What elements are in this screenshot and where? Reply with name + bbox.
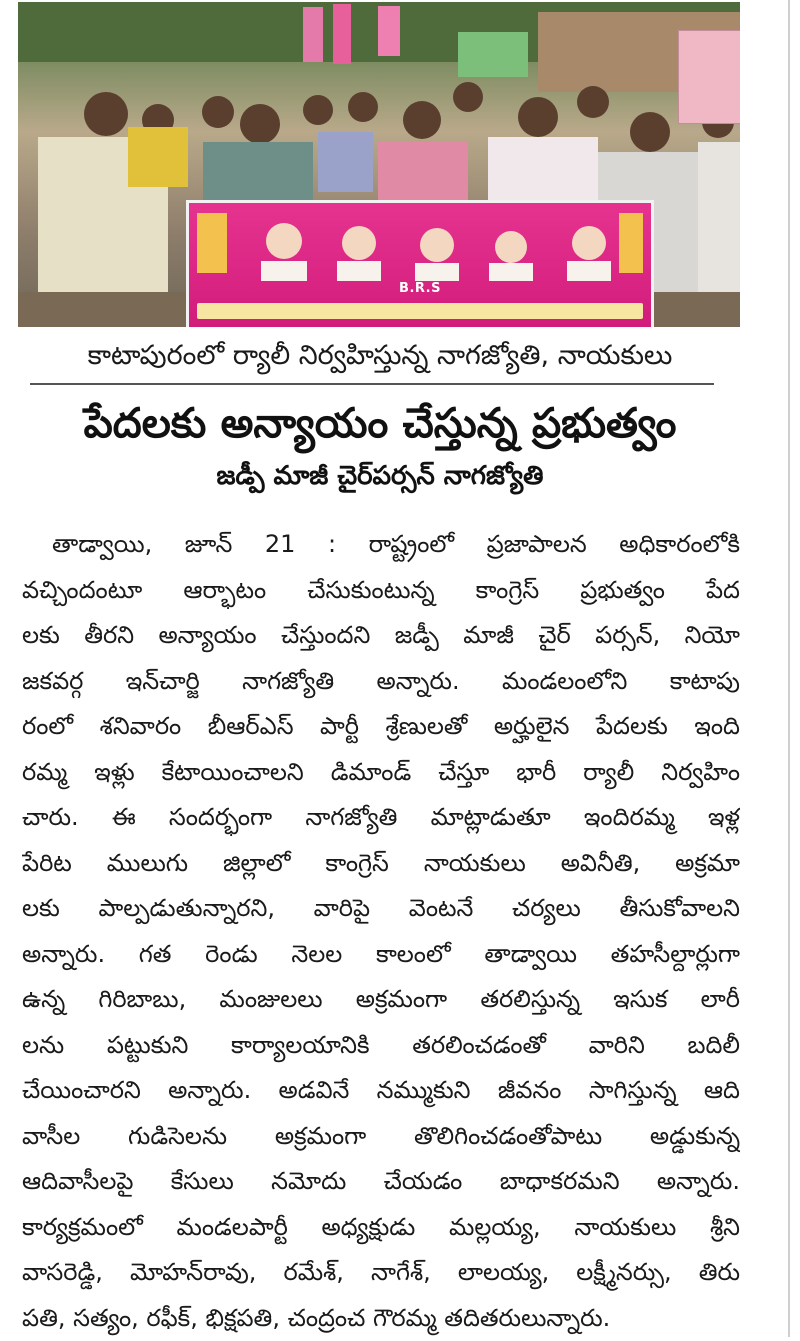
article-headline: పేదలకు అన్యాయం చేస్తున్న ప్రభుత్వం <box>20 395 740 451</box>
person-shirt <box>318 132 373 192</box>
person-shirt <box>378 142 468 202</box>
party-symbol <box>619 213 643 273</box>
portrait-faces <box>266 223 606 263</box>
page-right-border <box>788 0 790 1337</box>
green-placard <box>458 32 528 77</box>
body-line: తాడ్వాయి, జూన్ 21 : రాష్ట్రంలో ప్రజాపాలన అధికారంలోకి <box>22 522 740 568</box>
party-symbol <box>197 213 227 273</box>
body-line: అన్నారు. గత రెండు నెలల కాలంలో తాడ్వాయి తహసీల్దార్లుగా <box>22 932 740 978</box>
body-line: వాసీల గుడిసెలను అక్రమంగా తొలిగించడంతోపాటు అడ్డుకున్న <box>22 1114 740 1160</box>
article-subheadline: జడ్పీ మాజీ చైర్‌పర్సన్ నాగజ్యోతి <box>20 456 740 496</box>
portrait-shirts <box>261 261 611 281</box>
body-line: చేయించారని అన్నారు. అడవినే నమ్ముకుని జీవనం సాగిస్తున్న ఆది <box>22 1068 740 1114</box>
person-shirt <box>488 137 598 202</box>
body-line: పతి, సత్యం, రఫీక్, భిక్షపతి, చంద్రంచ గౌరమ్మ తదితరులున్నారు. <box>22 1296 740 1341</box>
flag <box>378 6 400 56</box>
body-line: వాసరెడ్డి, మోహన్‌రావు, రమేశ్, నాగేశ్, లాలయ్య, లక్ష్మీనర్సు, తిరు <box>22 1250 740 1296</box>
body-line: రమ్మ ఇళ్లు కేటాయించాలని డిమాండ్ చేస్తూ భారీ ర్యాలీ నిర్వహిం <box>22 750 740 796</box>
body-line: ఉన్న గిరిబాబు, మంజులలు అక్రమంగా తరలిస్తున్న ఇసుక లారీ <box>22 977 740 1023</box>
caption-divider <box>30 383 714 385</box>
body-line: పేరిట ములుగు జిల్లాలో కాంగ్రెస్ నాయకులు అవినీతి, అక్రమా <box>22 841 740 887</box>
banner-portraits <box>189 203 651 281</box>
body-line: లకు తీరని అన్యాయం చేస్తుందని జడ్పీ మాజీ చైర్ పర్సన్, నియో <box>22 613 740 659</box>
banner-title: B.R.S <box>189 281 651 296</box>
protest-sign <box>678 30 740 124</box>
rally-photo <box>18 2 740 327</box>
person-shirt <box>128 127 188 187</box>
party-banner <box>186 200 654 327</box>
flag <box>303 7 323 62</box>
body-line: వచ్చిందంటూ ఆర్భాటం చేసుకుంటున్న కాంగ్రెస్ ప్రభుత్వం పేద <box>22 568 740 614</box>
body-line: జకవర్గ ఇన్‌చార్జి నాగజ్యోతి అన్నారు. మండలంలోని కాటాపు <box>22 659 740 705</box>
flag <box>333 4 351 64</box>
body-line: ఆదివాసీలపై కేసులు నమోదు చేయడం బాధాకరమని అన్నారు. <box>22 1159 740 1205</box>
body-line: రంలో శనివారం బీఆర్ఎస్ పార్టీ శ్రేణులతో అర్హులైన పేదలకు ఇంది <box>22 704 740 750</box>
person-shirt <box>203 142 313 202</box>
body-line: చారు. ఈ సందర్భంగా నాగజ్యోతి మాట్లాడుతూ ఇందిరమ్మ ఇళ్ల <box>22 795 740 841</box>
photo-caption: కాటాపురంలో ర్యాలీ నిర్వహిస్తున్న నాగజ్యోతి, నాయకులు <box>20 336 740 376</box>
body-line: లను పట్టుకుని కార్యాలయానికి తరలించడంతో వారిని బదిలీ <box>22 1023 740 1069</box>
body-line: కార్యక్రమంలో మండలపార్టీ అధ్యక్షుడు మల్లయ్య, నాయకులు శ్రీని <box>22 1205 740 1251</box>
body-line: లకు పాల్పడుతున్నారని, వారిపై వెంటనే చర్యలు తీసుకోవాలని <box>22 886 740 932</box>
article-body <box>22 522 740 1341</box>
banner-strip <box>197 303 643 319</box>
